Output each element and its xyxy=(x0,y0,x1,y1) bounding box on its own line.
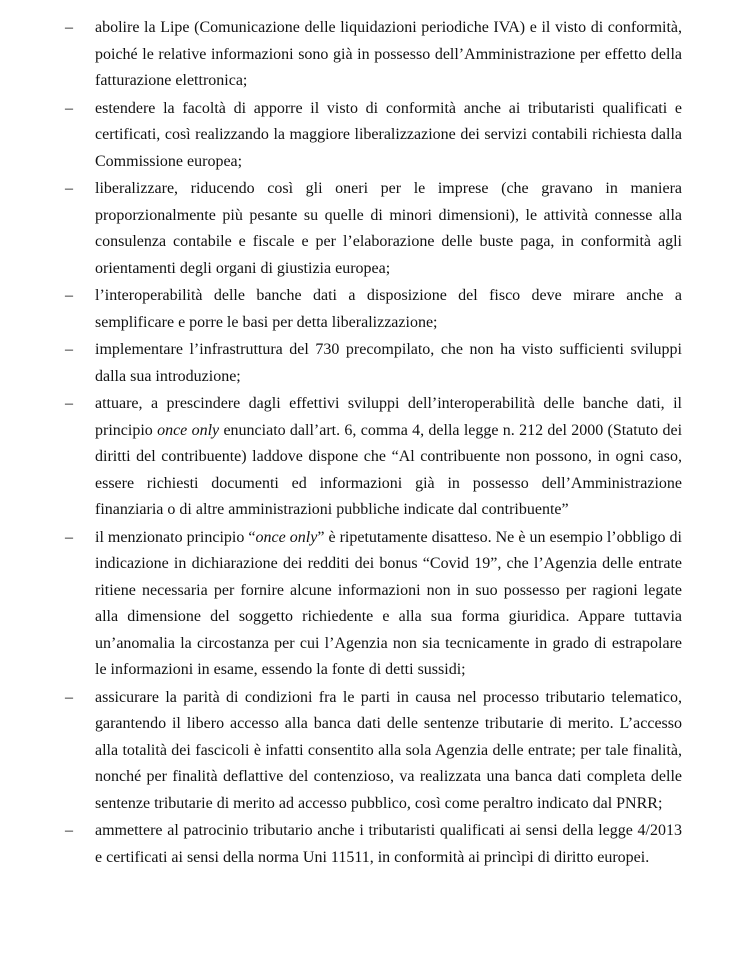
list-item-text xyxy=(95,525,682,684)
bullet-dash: – xyxy=(65,180,73,197)
bullet-dash: – xyxy=(65,341,73,358)
list-item xyxy=(0,391,748,524)
text-segment: il menzionato principio “ xyxy=(95,528,256,546)
text-segment: attuare, a prescindere dagli effettivi sviluppi dell’interoperabilità delle banche dati, il principio xyxy=(95,395,682,439)
list-item xyxy=(0,685,748,818)
bullet-dash: – xyxy=(65,688,73,706)
list-item-text xyxy=(95,685,682,818)
list-item-text xyxy=(95,15,682,95)
text-segment: implementare l’infrastruttura del 730 precompilato, che non ha visto sufficienti sviluppi dalla sua introduzione; xyxy=(95,341,682,385)
list-item xyxy=(0,96,748,176)
text-segment: l’interoperabilità delle banche dati a disposizione del fisco deve mirare anche a semplificare e porre le basi per detta liberalizzazione; xyxy=(95,287,682,331)
text-segment: estendere la facoltà di apporre il visto di conformità anche ai tributaristi qualificati e certificati, così realizzando la maggiore liberalizzazione dei servizi contabili richiesta dalla Commissione europea; xyxy=(95,99,682,170)
list-item-text xyxy=(95,96,682,176)
text-segment: ” è ripetutamente disatteso. Ne è un esempio l’obbligo di indicazione in dichiarazione dei redditi dei bonus “Covid 19”, che l’Agenzia delle entrate ritiene necessaria per fornire alcune informazioni non in suo possesso per ragioni legate alla dimensione del soggetto richiedente e alla sua forma giuridica. Appare tuttavia un’anomalia la circostanza per cui l’Agenzia non sia tecnicamente in grado di estrapolare le informazioni in esame, essendo la fonte di detti sussidi; xyxy=(95,528,683,678)
bullet-dash: – xyxy=(65,99,73,117)
italic-term: once only xyxy=(157,421,220,439)
text-segment: liberalizzare, riducendo così gli oneri per le imprese (che gravano in maniera proporzionalmente più pesante su quelle di minori dimensioni), le attività connesse alla consulenza contabile e fiscale e per l’elaborazione delle buste paga, in conformità agli orientamenti degli organi di giustizia europea; xyxy=(95,180,682,277)
bullet-dash: – xyxy=(65,528,73,546)
list-item xyxy=(0,176,748,282)
list-item xyxy=(0,283,748,336)
text-segment: ammettere al patrocinio tributario anche i tributaristi qualificati ai sensi della legge 4/2013 e certificati ai sensi della norma Uni 11511, in conformità ai princìpi di diritto europei. xyxy=(95,822,682,866)
list-item xyxy=(0,15,748,95)
bullet-dash: – xyxy=(65,287,73,304)
list-item xyxy=(0,337,748,390)
list-item xyxy=(0,818,748,871)
bullet-dash: – xyxy=(65,19,73,36)
list-item-text xyxy=(95,283,682,336)
list-item-text xyxy=(95,337,682,390)
italic-term: once only xyxy=(255,528,318,546)
text-segment: abolire la Lipe (Comunicazione delle liquidazioni periodiche IVA) e il visto di conformità, poiché le relative informazioni sono già in possesso dell’Amministrazione per effetto della fatturazione elettronica; xyxy=(95,19,682,89)
list-item-text xyxy=(95,818,682,871)
bullet-dash: – xyxy=(65,395,73,412)
list-item-text xyxy=(95,391,682,524)
bullet-list xyxy=(0,15,748,872)
list-item-text xyxy=(95,176,682,282)
text-segment: assicurare la parità di condizioni fra le parti in causa nel processo tributario telematico, garantendo il libero accesso alla banca dati delle sentenze tributarie di merito. L’accesso alla totalità dei fascicoli è infatti consentito alla sola Agenzia delle entrate; per tale finalità, nonché per finalità deflattive del contenzioso, va realizzata una banca dati completa delle sentenze tributarie di merito ad accesso pubblico, così come peraltro indicato dal PNRR; xyxy=(95,688,682,812)
bullet-dash: – xyxy=(65,822,73,839)
list-item xyxy=(0,525,748,684)
text-segment: enunciato dall’art. 6, comma 4, della legge n. 212 del 2000 (Statuto dei diritti del contribuente) laddove dispone che “Al contribuente non possono, in ogni caso, essere richiesti documenti ed informazioni già in possesso dell’Amministrazione finanziaria o di altre amministrazioni pubbliche indicate dal contribuente” xyxy=(95,421,683,518)
